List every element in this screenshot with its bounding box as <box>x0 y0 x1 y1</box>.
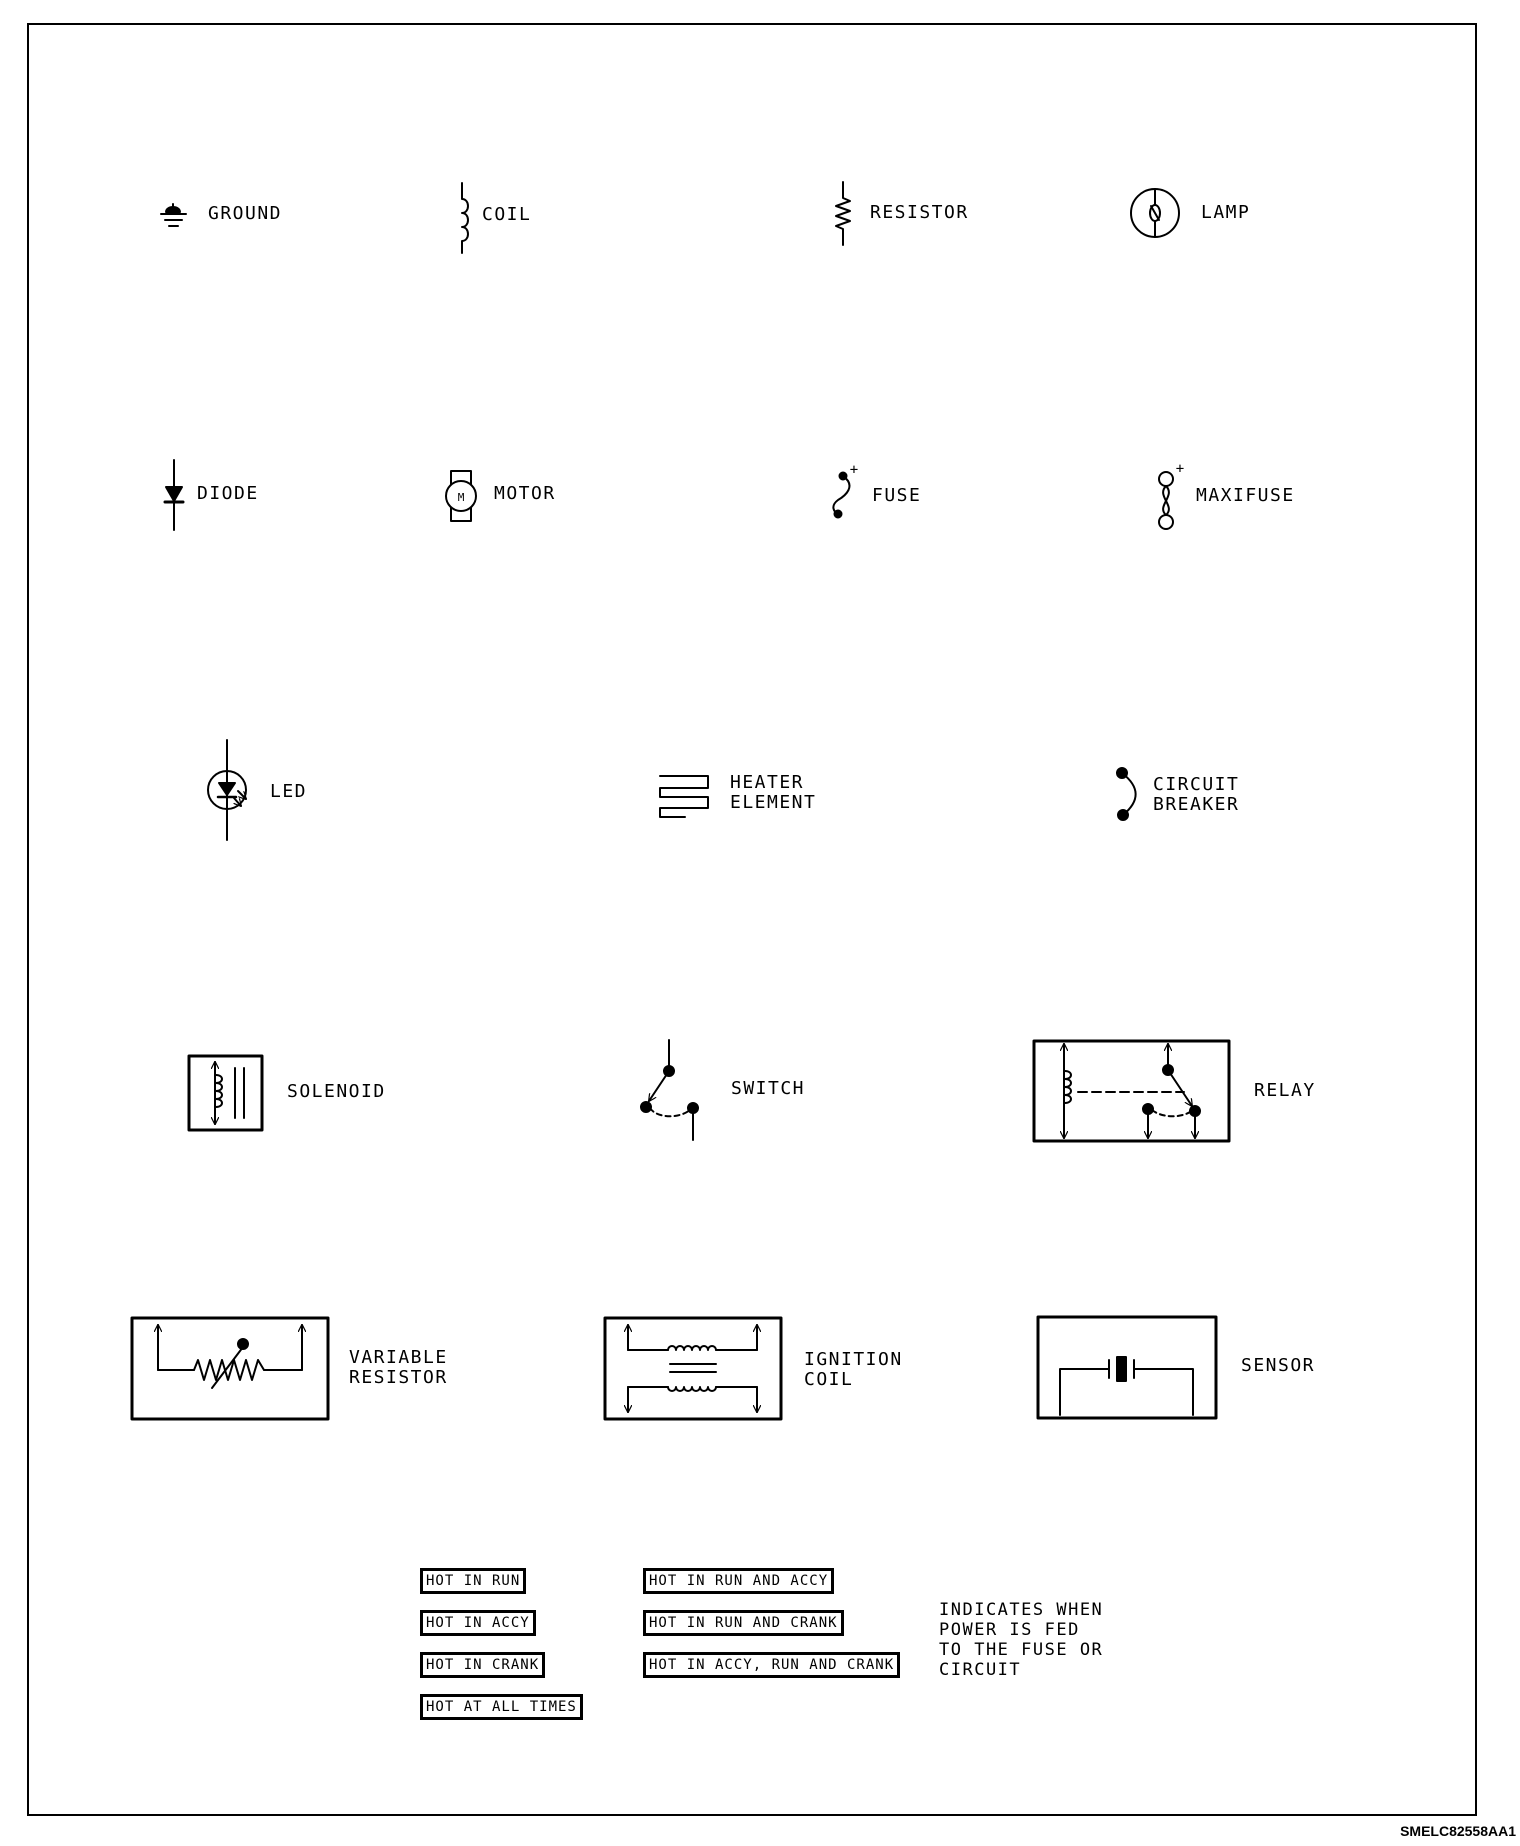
led-label: LED <box>270 781 308 802</box>
coil-label: COIL <box>482 204 532 225</box>
ground-icon <box>161 204 186 226</box>
coil-icon <box>462 183 468 253</box>
resistor-icon <box>836 182 850 245</box>
document-id: SMELC82558AA1 <box>1400 1823 1516 1839</box>
ground-label: GROUND <box>208 203 283 224</box>
maxifuse-label: MAXIFUSE <box>1196 485 1295 506</box>
svg-text:+: + <box>1175 461 1185 477</box>
switch-label: SWITCH <box>731 1078 806 1099</box>
ignition-coil-label: IGNITION COIL <box>804 1349 903 1390</box>
maxifuse-icon <box>1159 461 1184 529</box>
switch-icon <box>641 1040 698 1140</box>
tag-hot-in-run: HOT IN RUN <box>420 1568 526 1594</box>
lamp-label: LAMP <box>1201 202 1251 223</box>
circuit-breaker-label: CIRCUIT BREAKER <box>1153 774 1240 815</box>
variable-resistor-label: VARIABLE RESISTOR <box>349 1347 448 1388</box>
circuit-breaker-icon <box>1117 768 1136 820</box>
fuse-label: FUSE <box>872 485 922 506</box>
motor-label: MOTOR <box>494 483 556 504</box>
power-tags-note: INDICATES WHEN POWER IS FED TO THE FUSE OR CIRCUIT <box>939 1600 1104 1680</box>
tag-hot-in-accy: HOT IN ACCY <box>420 1610 536 1636</box>
svg-text:M: M <box>457 491 465 504</box>
ignition-coil-icon <box>605 1318 781 1419</box>
fuse-icon <box>833 462 858 518</box>
resistor-label: RESISTOR <box>870 202 969 223</box>
diode-icon <box>165 460 183 530</box>
tag-hot-at-all-times: HOT AT ALL TIMES <box>420 1694 583 1720</box>
diode-label: DIODE <box>197 483 259 504</box>
sensor-icon <box>1038 1317 1216 1418</box>
tag-hot-in-crank: HOT IN CRANK <box>420 1652 545 1678</box>
motor-icon <box>446 471 476 521</box>
sensor-label: SENSOR <box>1241 1355 1316 1376</box>
solenoid-label: SOLENOID <box>287 1081 386 1102</box>
led-icon <box>208 740 246 840</box>
solenoid-icon <box>189 1056 262 1130</box>
tag-hot-in-run-and-crank: HOT IN RUN AND CRANK <box>643 1610 844 1636</box>
relay-label: RELAY <box>1254 1080 1316 1101</box>
heater-element-label: HEATER ELEMENT <box>730 772 817 813</box>
svg-text:+: + <box>849 462 859 478</box>
tag-hot-in-accy-run-and-crank: HOT IN ACCY, RUN AND CRANK <box>643 1652 900 1678</box>
variable-resistor-icon <box>132 1318 328 1419</box>
heater-element-icon <box>660 776 708 817</box>
relay-icon <box>1034 1041 1229 1141</box>
lamp-icon <box>1131 189 1179 237</box>
tag-hot-in-run-and-accy: HOT IN RUN AND ACCY <box>643 1568 834 1594</box>
